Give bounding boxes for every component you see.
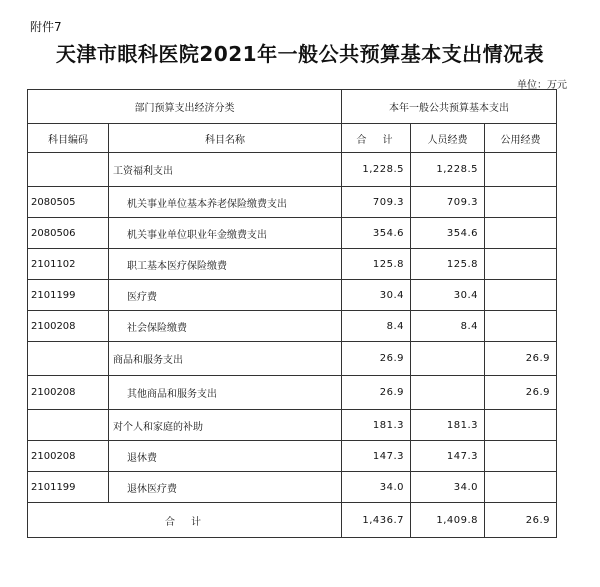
subject-name-cell: 社会保险缴费 [109, 311, 342, 342]
subject-code-cell: 2080505 [28, 187, 109, 218]
personnel-cell [411, 376, 485, 410]
table-row [28, 472, 557, 503]
public-cell [485, 311, 557, 342]
public-cell: 26.9 [485, 342, 557, 376]
public-cell [485, 249, 557, 280]
total-cell: 8.4 [342, 311, 411, 342]
subject-name-cell: 医疗费 [109, 280, 342, 311]
unit-label: 单位：万元 [517, 80, 567, 91]
public-cell [485, 218, 557, 249]
subject-name-cell: 退休医疗费 [109, 472, 342, 503]
total-cell: 30.4 [342, 280, 411, 311]
public-cell [485, 410, 557, 441]
public-cell [485, 153, 557, 187]
grand-public-cell: 26.9 [485, 503, 557, 538]
attachment-label: 附件7 [30, 20, 62, 34]
personnel-cell: 181.3 [411, 410, 485, 441]
header-current-year-budget: 本年一般公共预算基本支出 [342, 90, 557, 124]
table-row [28, 153, 557, 187]
subject-code-cell: 2100208 [28, 441, 109, 472]
personnel-cell: 34.0 [411, 472, 485, 503]
total-row [28, 503, 557, 538]
header-subject-name: 科目名称 [109, 124, 342, 153]
personnel-cell: 147.3 [411, 441, 485, 472]
header-subject-code: 科目编码 [28, 124, 109, 153]
table-row [28, 249, 557, 280]
total-cell: 181.3 [342, 410, 411, 441]
table-row [28, 280, 557, 311]
table-row [28, 410, 557, 441]
grand-total-cell: 1,436.7 [342, 503, 411, 538]
subject-name-cell: 职工基本医疗保险缴费 [109, 249, 342, 280]
header-dept-classification: 部门预算支出经济分类 [28, 90, 342, 124]
header-row-1 [28, 90, 557, 124]
table-row [28, 342, 557, 376]
page-title: 天津市眼科医院2021年一般公共预算基本支出情况表 [55, 42, 545, 66]
subject-name-cell: 工资福利支出 [109, 153, 342, 187]
total-cell: 34.0 [342, 472, 411, 503]
personnel-cell: 8.4 [411, 311, 485, 342]
subject-code-cell: 2101199 [28, 472, 109, 503]
public-cell [485, 280, 557, 311]
subject-name-cell: 机关事业单位基本养老保险缴费支出 [109, 187, 342, 218]
header-row-2 [28, 124, 557, 153]
table-row [28, 218, 557, 249]
subject-code-cell: 2100208 [28, 311, 109, 342]
total-label: 合 计 [28, 503, 342, 538]
subject-code-cell [28, 153, 109, 187]
header-personnel-expense: 人员经费 [411, 124, 485, 153]
grand-personnel-cell: 1,409.8 [411, 503, 485, 538]
public-cell [485, 441, 557, 472]
subject-name-cell: 其他商品和服务支出 [109, 376, 342, 410]
subject-code-cell: 2100208 [28, 376, 109, 410]
personnel-cell: 125.8 [411, 249, 485, 280]
table-row [28, 187, 557, 218]
total-cell: 709.3 [342, 187, 411, 218]
subject-code-cell: 2101199 [28, 280, 109, 311]
subject-code-cell: 2080506 [28, 218, 109, 249]
table-row [28, 441, 557, 472]
subject-name-cell: 退休费 [109, 441, 342, 472]
public-cell: 26.9 [485, 376, 557, 410]
table-row [28, 311, 557, 342]
total-cell: 26.9 [342, 376, 411, 410]
public-cell [485, 472, 557, 503]
total-cell: 125.8 [342, 249, 411, 280]
table-row [28, 376, 557, 410]
subject-code-cell [28, 342, 109, 376]
subject-code-cell [28, 410, 109, 441]
total-cell: 26.9 [342, 342, 411, 376]
personnel-cell: 709.3 [411, 187, 485, 218]
header-total: 合 计 [342, 124, 411, 153]
subject-name-cell: 商品和服务支出 [109, 342, 342, 376]
personnel-cell: 354.6 [411, 218, 485, 249]
subject-name-cell: 机关事业单位职业年金缴费支出 [109, 218, 342, 249]
total-cell: 1,228.5 [342, 153, 411, 187]
total-cell: 147.3 [342, 441, 411, 472]
budget-table [27, 89, 557, 538]
personnel-cell: 1,228.5 [411, 153, 485, 187]
personnel-cell: 30.4 [411, 280, 485, 311]
subject-name-cell: 对个人和家庭的补助 [109, 410, 342, 441]
subject-code-cell: 2101102 [28, 249, 109, 280]
public-cell [485, 187, 557, 218]
header-public-expense: 公用经费 [485, 124, 557, 153]
total-cell: 354.6 [342, 218, 411, 249]
personnel-cell [411, 342, 485, 376]
